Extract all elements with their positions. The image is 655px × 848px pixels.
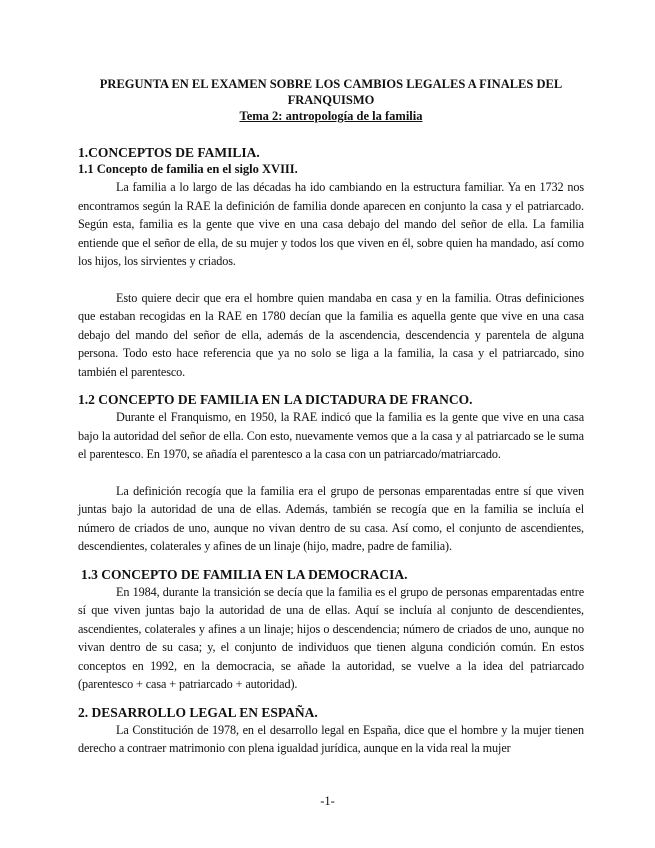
paragraph: La Constitución de 1978, en el desarrollo legal en España, dice que el hombre y la mujer tienen derecho a contraer matrimonio con plena igualdad jurídica, aunque en la vida real la mujer [78,722,584,755]
document-page [78,76,584,758]
paragraph: En 1984, durante la transición se decía que la familia es el grupo de personas emparentadas entre sí que viven juntas bajo la autoridad de una de ellas. Aquí se incluía al conjunto de descendientes, ascendientes, colaterales y afines a un linaje; hijos o descendencia; número de criados de uno, aunque no vivan dentro de su casa; y, el conjunto de individuos que tienen alguna condición común. En estos conceptos en 1992, en la democracia, se añade la autoridad, se vuelve a la idea del patriarcado (parentesco + casa + patriarcado + autoridad). [78,584,584,691]
section-2-heading: 2. DESARROLLO LEGAL EN ESPAÑA. [78,704,318,720]
paragraph: La definición recogía que la familia era el grupo de personas emparentadas entre sí que viven juntas bajo la autoridad de una de ellas. Además, también se recogía que en la familia se incluía el número de criados de uno, aunque no vivan dentro de su casa. Así como, el conjunto de ascendientes, descendientes, colaterales y afines de un linaje (hijo, madre, padre de familia). [78,483,584,553]
section-1-3-heading: 1.3 CONCEPTO DE FAMILIA EN LA DEMOCRACIA. [81,566,408,582]
section-1-2-heading: 1.2 CONCEPTO DE FAMILIA EN LA DICTADURA DE FRANCO. [78,392,473,407]
page-number: -1- [320,794,335,808]
document-title: PREGUNTA EN EL EXAMEN SOBRE LOS CAMBIOS LEGALES A FINALES DEL FRANQUISMO [99,77,563,107]
paragraph: Durante el Franquismo, en 1950, la RAE indicó que la familia es la gente que vive en una casa bajo la autoridad del señor de ella. Con esto, nuevamente vemos que a la casa y al patriarcado se le suma el parentesco. En 1970, se añadía el parentesco a la casa con un patriarcado/matriarcado. [78,410,584,461]
section-1-1-heading: 1.1 Concepto de familia en el siglo XVIII. [78,162,298,176]
paragraph: La familia a lo largo de las décadas ha ido cambiando en la estructura familiar. Ya en 1732 nos encontramos según la RAE la definición de familia donde aparecen en conjunto la casa y el patriarcado. Según esta, familia es la gente que vive en una casa debajo del mando del señor de ella. La familia entiende que el señor de ella, de su mujer y todos los que viven en él, sobre quien ha mandado, así como los hijos, los sirvientes y criados. [78,180,584,268]
paragraph: Esto quiere decir que era el hombre quien mandaba en casa y en la familia. Otras definiciones que estaban recogidas en la RAE en 1780 decían que la familia es aquella gente que vive en una casa debajo del mando del señor de ella, además de la ascendencia, descendencia y parentela de alguna persona. Todo esto hace referencia que ya no solo se liga a la familia, la casa y el patriarcado, sino también el parentesco. [78,290,584,379]
section-1-heading: 1.CONCEPTOS DE FAMILIA. [78,145,260,160]
document-subtitle: Tema 2: antropología de la familia [239,109,423,123]
